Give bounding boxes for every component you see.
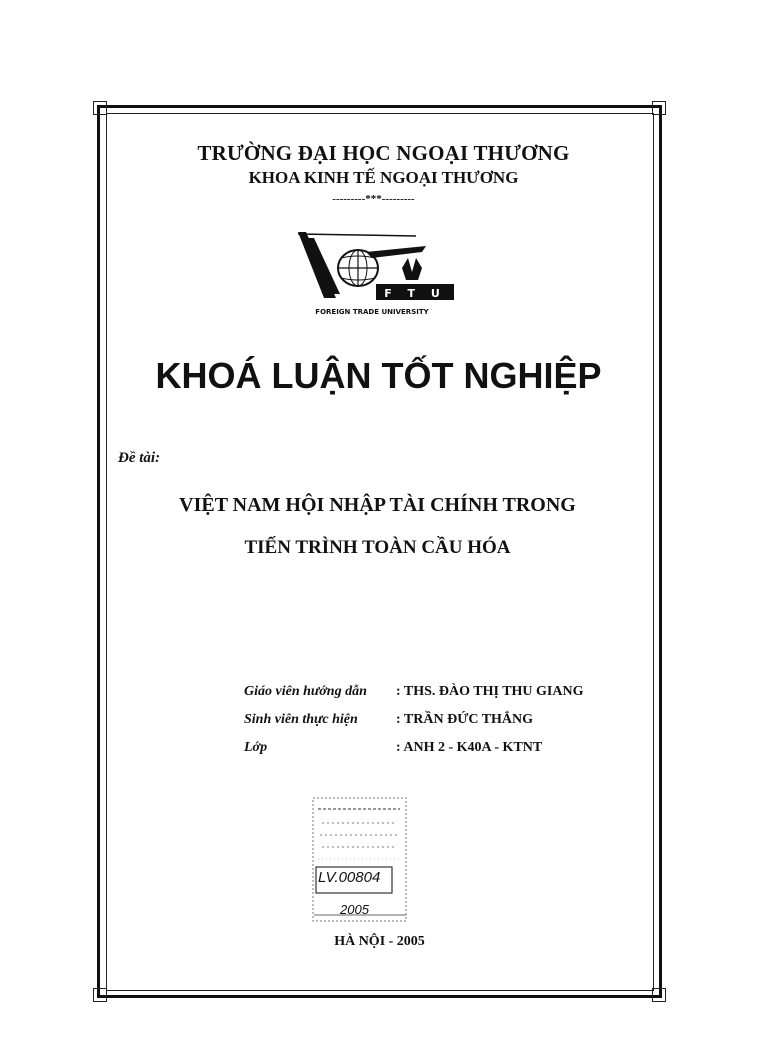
info-value: : ANH 2 - K40A - KTNT [396,740,543,755]
place-and-year: HÀ NỘI - 2005 [334,934,425,949]
topic-line-2: TIẾN TRÌNH TOÀN CẦU HÓA [244,537,511,558]
info-label: Sinh viên thực hiện [244,712,358,727]
corner-ornament-top-left [93,101,107,115]
info-value: : TRẦN ĐỨC THẮNG [396,712,534,727]
info-label: Lớp [244,740,268,755]
info-value: : THS. ĐÀO THỊ THU GIANG [396,684,584,699]
header-separator: ---------***--------- [332,193,415,205]
logo-caption: FOREIGN TRADE UNIVERSITY [315,308,429,316]
corner-ornament-bottom-left [93,988,107,1002]
faculty-name: KHOA KINH TẾ NGOẠI THƯƠNG [248,168,519,187]
logo-initials: F T U [384,287,446,300]
corner-ornament-top-right [652,101,666,115]
corner-ornament-bottom-right [652,988,666,1002]
topic-line-1: VIỆT NAM HỘI NHẬP TÀI CHÍNH TRONG [179,494,576,516]
info-label: Giáo viên hướng dẫn [244,684,367,699]
university-name: TRƯỜNG ĐẠI HỌC NGOẠI THƯƠNG [197,141,570,165]
topic-label: Đề tài: [118,450,161,466]
university-logo [296,228,456,318]
document-title: KHOÁ LUẬN TỐT NGHIỆP [155,355,602,396]
stamp-code: LV.00804 [318,869,381,886]
stamp-year: 2005 [340,902,369,917]
